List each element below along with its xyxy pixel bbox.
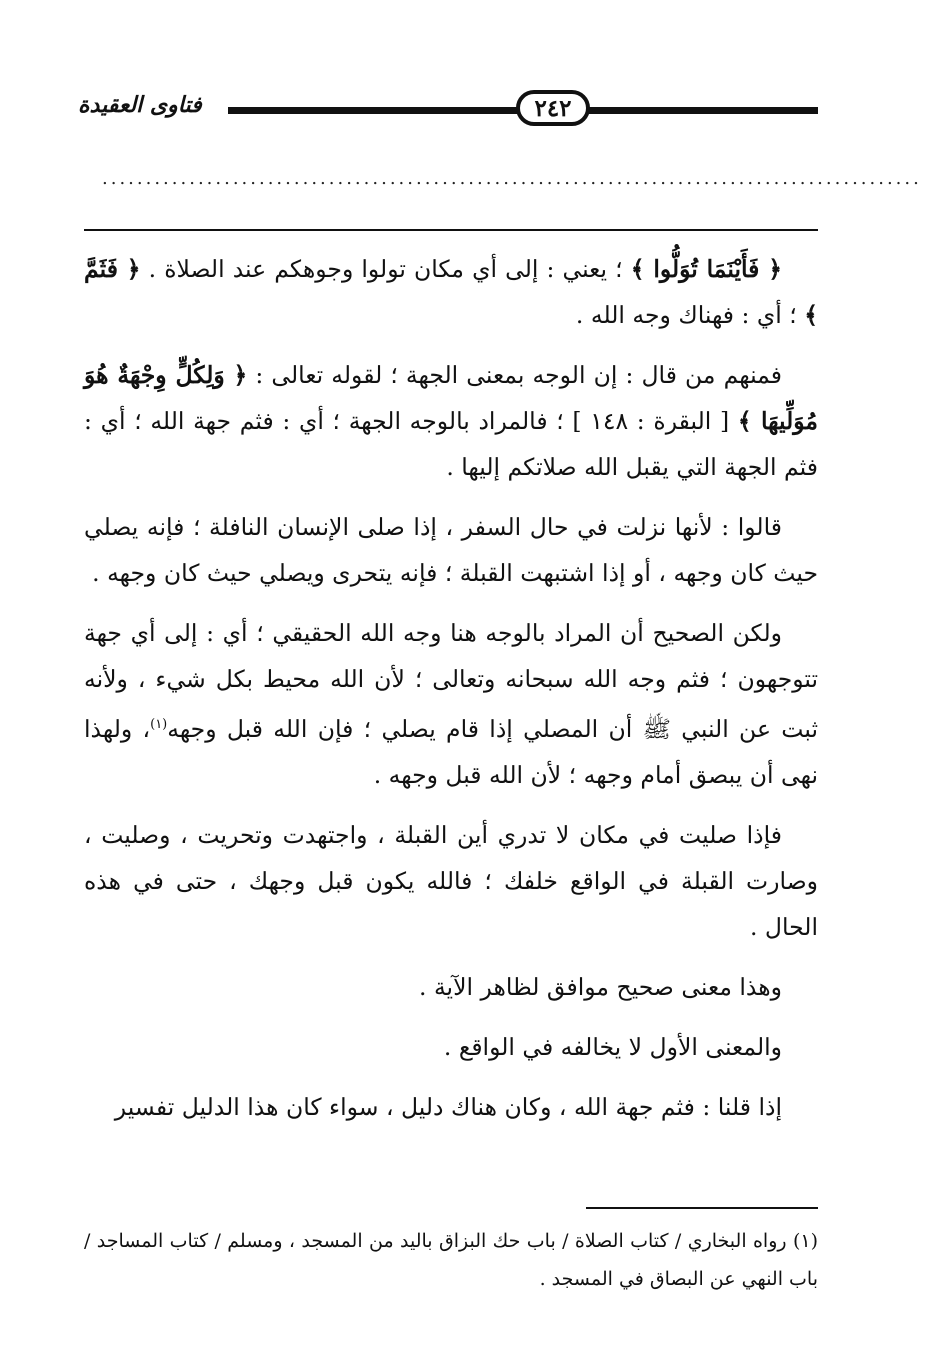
page-number: ٢٤٢ [516,90,590,126]
book-title: فتاوى العقيدة [78,92,202,118]
quran-quote: ﴿ فَثَمَّ ﴾ [84,255,818,329]
dotted-separator: .............................................................................................. [102,168,922,189]
paragraph-5: فإذا صليت في مكان لا تدري أين القبلة ، واجتهدت وتحريت ، وصليت ، وصارت القبلة في الواقع خلفك ؛ فالله يكون قبل وجهك ، حتى في هذه الحال . [84,820,818,941]
paragraph-text: ؛ يعني : إلى أي مكان تولوا وجوهكم عند الصلاة . [140,255,631,283]
paragraph-2 [84,352,818,490]
paragraph-text: ، ولهذا نهى أن يبصق أمام وجهه ؛ لأن الله قبل وجهه . [84,714,818,789]
quran-quote: ﴿ فَأَيْنَمَا تُوَلُّوا ﴾ [630,255,782,283]
paragraph-text: ولكن الصحيح أن المراد بالوجه هنا وجه الله الحقيقي ؛ أي : إلى أي جهة تتوجهون ؛ فثم وجه الله سبحانه وتعالى ؛ لأن الله محيط بكل شيء ، ولأنه ثبت عن النبي ﷺ أن المصلي إذا قام يصلي ؛ فإن الله قبل وجهه [84,619,818,743]
paragraph-6: وهذا معنى صحيح موافق لظاهر الآية . [419,972,782,1001]
paragraph-1 [84,246,818,338]
page-header [78,88,818,132]
header-rule-left [228,107,518,114]
footnote-reference[interactable]: (١) [150,717,168,732]
footnote: (١) رواه البخاري / كتاب الصلاة / باب حك البزاق باليد من المسجد ، ومسلم / كتاب المساجد / باب النهي عن البصاق في المسجد . [84,1230,818,1290]
paragraph-text: [ البقرة : ١٤٨ ] ؛ فالمراد بالوجه الجهة ؛ أي : فثم جهة الله ؛ أي : فثم الجهة التي يقبل الله صلاتكم إليها . [84,407,818,481]
footnote-rule [586,1207,818,1209]
header-rule-right [588,107,818,114]
main-text [84,246,818,1144]
paragraph-text: ؛ أي : فهناك وجه الله . [575,301,805,329]
paragraph-3: قالوا : لأنها نزلت في حال السفر ، إذا صلى الإنسان النافلة ؛ فإنه يصلي حيث كان وجهه ، أو إذا اشتبهت القبلة ؛ فإنه يتحرى ويصلي حيث كان وجهه . [84,513,818,587]
paragraph-8: إذا قلنا : فثم جهة الله ، وكان هناك دليل ، سواء كان هذا الدليل تفسير [114,1092,782,1121]
paragraph-7: والمعنى الأول لا يخالفه في الواقع . [443,1032,782,1061]
top-rule [84,229,818,231]
quran-quote: ﴿ وَلِكُلٍّ وِجْهَةٌ هُوَ مُوَلِّيهَا ﴾ [84,361,818,435]
paragraph-text: فمنهم من قال : إن الوجه بمعنى الجهة ؛ لقوله تعالى : [247,361,782,389]
paragraph-4 [84,610,818,798]
